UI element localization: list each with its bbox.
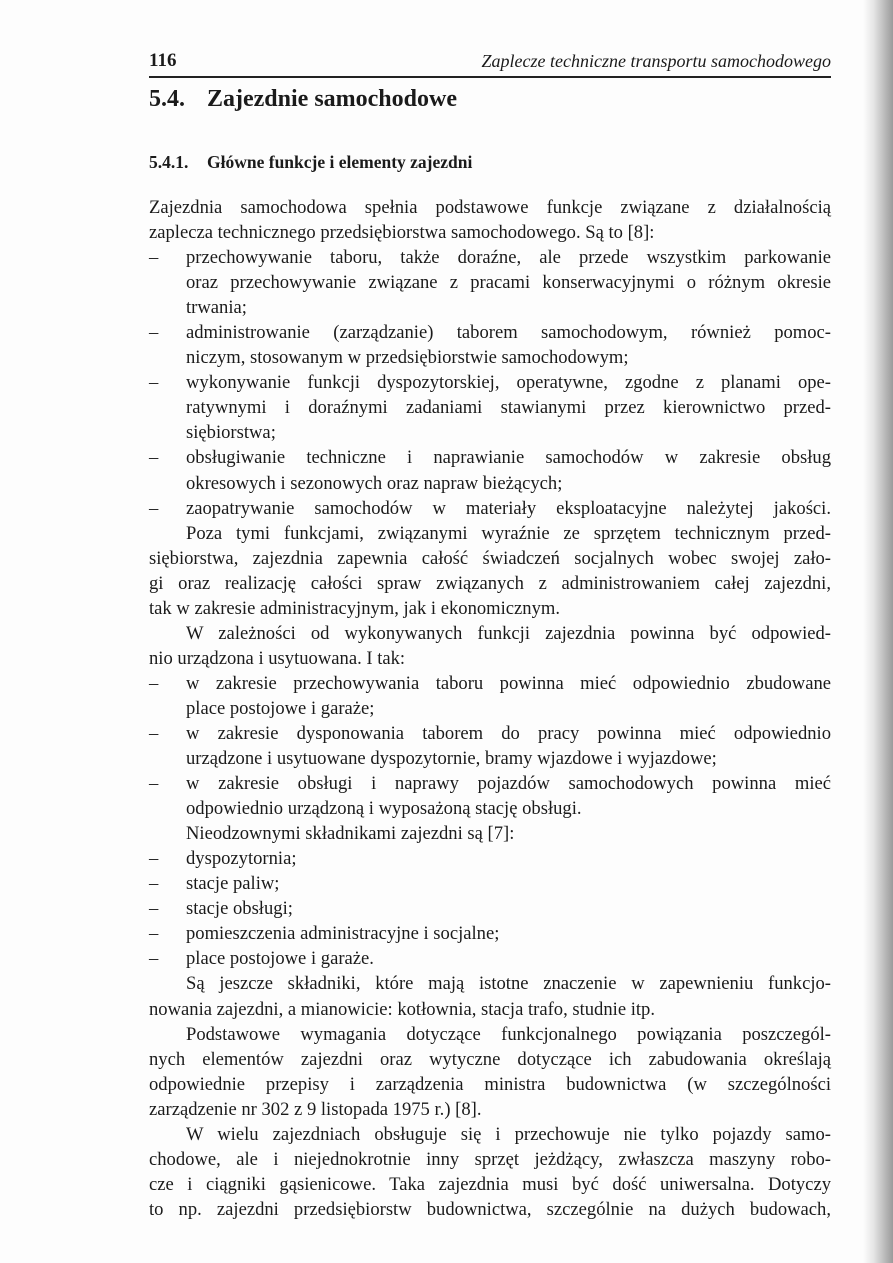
list-item-line xyxy=(149,871,831,896)
line-text: stacje paliw; xyxy=(186,873,280,895)
line-text: Są jeszcze składniki, które mają istotne znaczenie w zapewnieniu funkcjo- xyxy=(186,973,831,995)
text-line xyxy=(149,971,831,996)
text-line xyxy=(149,1147,831,1172)
line-text: Nieodzownymi składnikami zajezdni są [7]: xyxy=(186,823,515,845)
list-item-line xyxy=(149,671,831,696)
text-line xyxy=(149,746,831,771)
line-text: odpowiednie przepisy i zarządzenia ministra budownictwa (w szczególności xyxy=(149,1073,831,1095)
list-item-line xyxy=(149,496,831,521)
line-text: nowania zajezdni, a mianowicie: kotłownia, stacja trafo, studnie itp. xyxy=(149,998,655,1020)
bullet-dash: – xyxy=(149,923,159,945)
section-title: Zajezdnie samochodowe xyxy=(207,86,457,112)
text-line xyxy=(149,646,831,671)
line-text: przechowywanie taboru, także doraźne, ale przede wszystkim parkowanie xyxy=(186,247,831,269)
subsection-number: 5.4.1. xyxy=(149,152,189,172)
line-text: dyspozytornia; xyxy=(186,848,297,870)
text-line xyxy=(149,1197,831,1222)
text-line xyxy=(149,471,831,496)
line-text: w zakresie obsługi i naprawy pojazdów samochodowych powinna mieć xyxy=(186,773,831,795)
list-item-line xyxy=(149,921,831,946)
line-text: W wielu zajezdniach obsługuje się i przechowuje nie tylko pojazdy samo- xyxy=(186,1123,831,1145)
bullet-dash: – xyxy=(149,722,159,744)
text-line xyxy=(149,571,831,596)
running-title: Zaplecze techniczne transportu samochodowego xyxy=(481,51,831,71)
line-text: place postojowe i garaże. xyxy=(186,948,374,970)
page-number: 116 xyxy=(149,50,177,71)
list-item-line xyxy=(149,771,831,796)
bullet-dash: – xyxy=(149,898,159,920)
text-line xyxy=(149,546,831,571)
line-text: odpowiednio urządzoną i wyposażoną stację obsługi. xyxy=(186,798,582,820)
bullet-dash: – xyxy=(149,447,159,469)
line-text: ratywnymi i doraźnymi zadaniami stawianymi przez kierownictwo przed- xyxy=(186,397,831,419)
line-text: zaplecza technicznego przedsiębiorstwa samochodowego. Są to [8]: xyxy=(149,222,655,244)
text-line xyxy=(149,420,831,445)
line-text: urządzone i usytuowane dyspozytornie, bramy wjazdowe i wyjazdowe; xyxy=(186,748,717,770)
line-text: w zakresie przechowywania taboru powinna mieć odpowiednio zbudowane xyxy=(186,672,831,694)
text-line xyxy=(149,1172,831,1197)
line-text: to np. zajezdni przedsiębiorstw budownictwa, szczególnie na dużych budowach, xyxy=(149,1198,831,1220)
text-line xyxy=(149,1022,831,1047)
line-text: Poza tymi funkcjami, związanymi wyraźnie ze sprzętem technicznym przed- xyxy=(186,522,831,544)
bullet-dash: – xyxy=(149,948,159,970)
line-text: trwania; xyxy=(186,297,247,319)
header-rule xyxy=(149,76,831,78)
text-line xyxy=(149,220,831,245)
list-item-line xyxy=(149,320,831,345)
line-text: place postojowe i garaże; xyxy=(186,697,375,719)
subsection-heading xyxy=(149,152,472,173)
text-line xyxy=(149,270,831,295)
list-item-line xyxy=(149,445,831,470)
list-item-line xyxy=(149,245,831,270)
text-line xyxy=(149,1122,831,1147)
list-item-line xyxy=(149,721,831,746)
line-text: siębiorstwa, zajezdnia zapewnia całość świadczeń socjalnych wobec swojej zało- xyxy=(149,547,831,569)
text-line xyxy=(149,1047,831,1072)
line-text: gi oraz realizację całości spraw związanych z administrowaniem całej zajezdni, xyxy=(149,572,831,594)
list-item-line xyxy=(149,846,831,871)
text-line xyxy=(149,195,831,220)
line-text: stacje obsługi; xyxy=(186,898,293,920)
line-text: oraz przechowywanie związane z pracami konserwacyjnymi o różnym okresie xyxy=(186,272,831,294)
section-heading xyxy=(149,86,457,113)
text-line xyxy=(149,295,831,320)
page-edge-shadow xyxy=(863,0,893,1263)
text-line xyxy=(149,395,831,420)
line-text: wykonywanie funkcji dyspozytorskiej, operatywne, zgodne z planami ope- xyxy=(186,372,831,394)
bullet-dash: – xyxy=(149,322,159,344)
line-text: siębiorstwa; xyxy=(186,422,276,444)
bullet-dash: – xyxy=(149,873,159,895)
line-text: W zależności od wykonywanych funkcji zajezdnia powinna być odpowied- xyxy=(186,622,831,644)
line-text: administrowanie (zarządzanie) taborem samochodowym, również pomoc- xyxy=(186,322,831,344)
line-text: Podstawowe wymagania dotyczące funkcjonalnego powiązania poszczegól- xyxy=(186,1023,831,1045)
text-line xyxy=(149,821,831,846)
line-text: cze i ciągniki gąsienicowe. Taka zajezdnia musi być dość uniwersalna. Dotyczy xyxy=(149,1173,831,1195)
bullet-dash: – xyxy=(149,773,159,795)
text-line xyxy=(149,521,831,546)
bullet-dash: – xyxy=(149,672,159,694)
list-item-line xyxy=(149,896,831,921)
text-line xyxy=(149,1097,831,1122)
list-item-line xyxy=(149,946,831,971)
text-line xyxy=(149,621,831,646)
line-text: okresowych i sezonowych oraz napraw bieżących; xyxy=(186,472,563,494)
bullet-dash: – xyxy=(149,247,159,269)
line-text: zarządzenie nr 302 z 9 listopada 1975 r.) [8]. xyxy=(149,1098,482,1120)
text-line xyxy=(149,997,831,1022)
text-line xyxy=(149,796,831,821)
text-line xyxy=(149,1072,831,1097)
bullet-dash: – xyxy=(149,497,159,519)
line-text: zaopatrywanie samochodów w materiały eksploatacyjne należytej jakości. xyxy=(186,497,831,519)
section-number: 5.4. xyxy=(149,86,185,112)
line-text: Zajezdnia samochodowa spełnia podstawowe funkcje związane z działalnością xyxy=(149,197,831,218)
list-item-line xyxy=(149,370,831,395)
line-text: niczym, stosowanym w przedsiębiorstwie samochodowym; xyxy=(186,347,629,369)
line-text: tak w zakresie administracyjnym, jak i ekonomicznym. xyxy=(149,597,561,619)
text-line xyxy=(149,345,831,370)
bullet-dash: – xyxy=(149,848,159,870)
subsection-title: Główne funkcje i elementy zajezdni xyxy=(207,152,473,172)
line-text: nych elementów zajezdni oraz wytyczne dotyczące ich zabudowania określają xyxy=(149,1048,831,1070)
body-text xyxy=(149,195,831,1222)
line-text: chodowe, ale i niejednokrotnie inny sprzęt jeżdżący, zwłaszcza maszyny robo- xyxy=(149,1148,831,1170)
bullet-dash: – xyxy=(149,372,159,394)
line-text: nio urządzona i usytuowana. I tak: xyxy=(149,647,406,669)
line-text: obsługiwanie techniczne i naprawianie samochodów w zakresie obsług xyxy=(186,447,831,469)
text-line xyxy=(149,696,831,721)
line-text: pomieszczenia administracyjne i socjalne; xyxy=(186,923,500,945)
line-text: w zakresie dysponowania taborem do pracy powinna mieć odpowiednio xyxy=(186,722,831,744)
text-line xyxy=(149,596,831,621)
